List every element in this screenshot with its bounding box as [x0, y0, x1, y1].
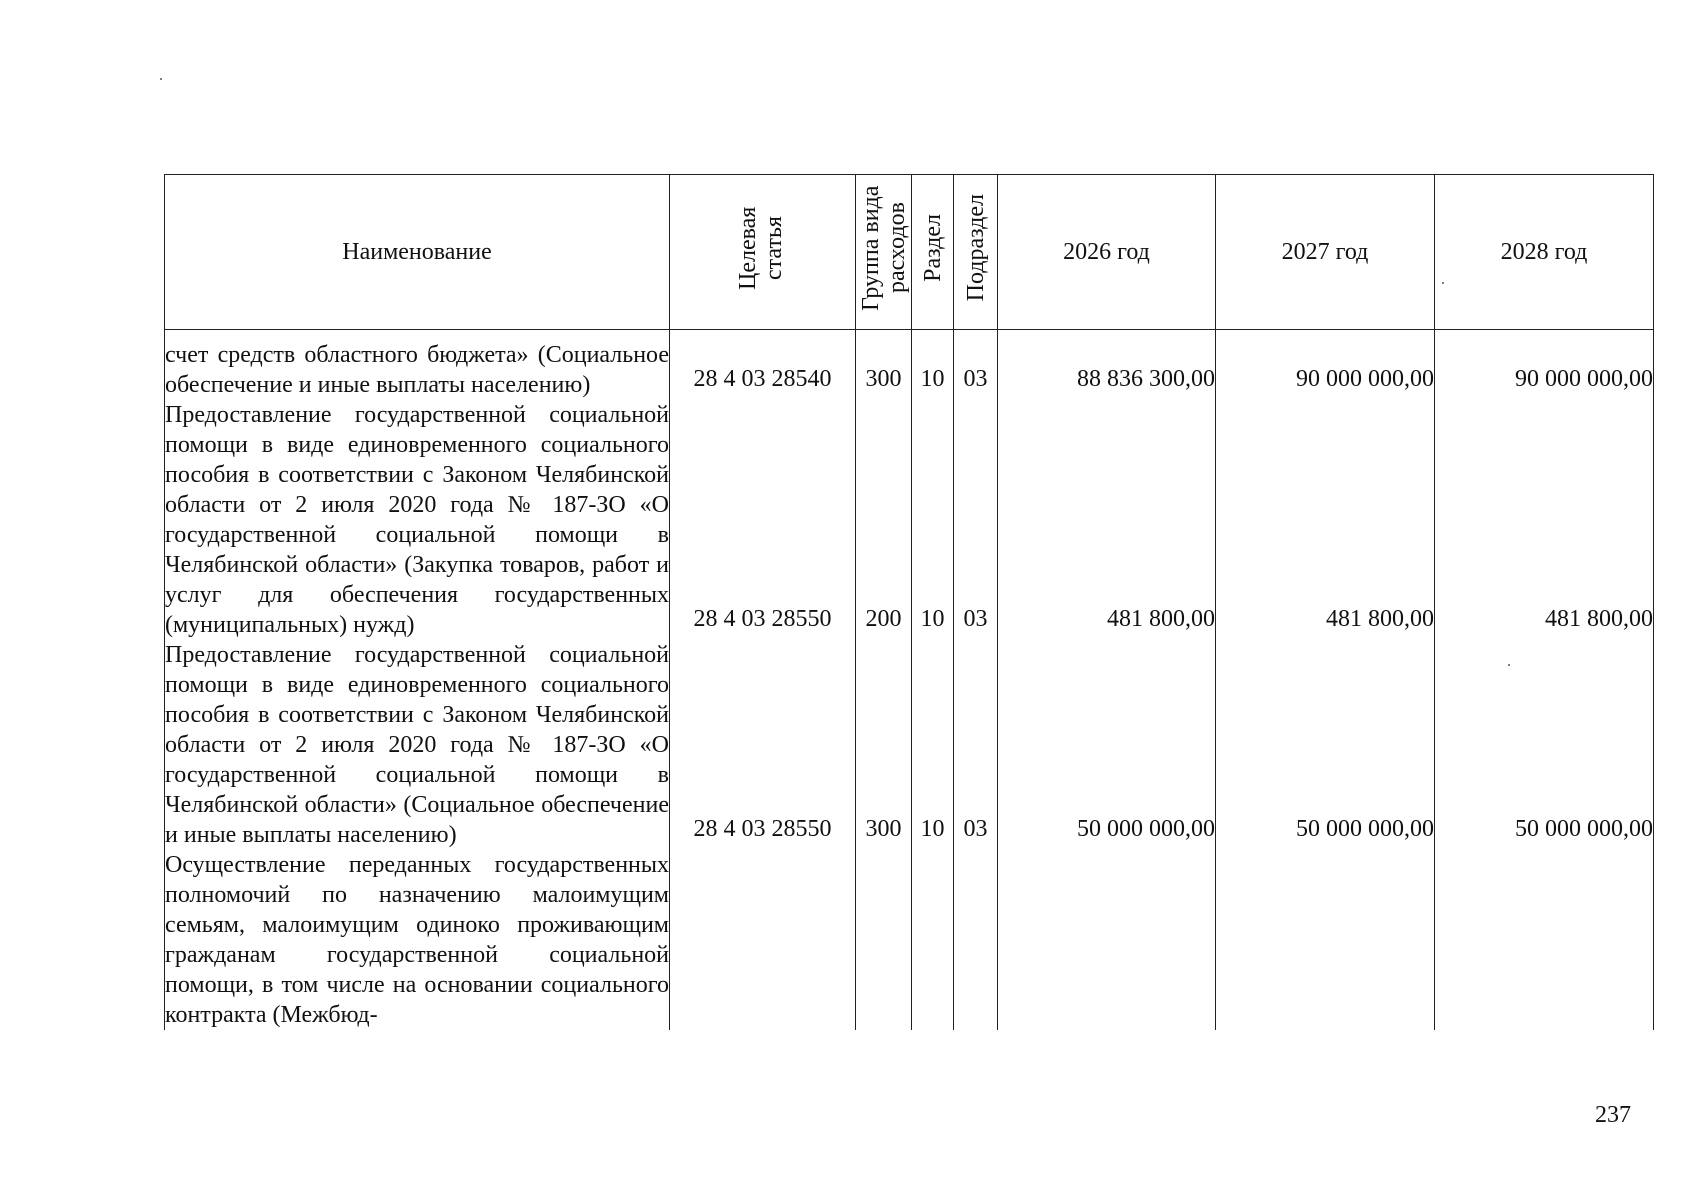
header-2028: 2028 год: [1435, 175, 1654, 330]
row-target-article: 28 4 03 28550: [670, 640, 856, 850]
header-subsection: Подраздел: [954, 175, 998, 330]
table-row: [165, 330, 1654, 401]
row-target-article: 28 4 03 28550: [670, 400, 856, 640]
header-target-article: Целевая статья: [670, 175, 856, 330]
budget-table: [164, 174, 1654, 1030]
header-expense-group: Группа вида расходов: [856, 175, 912, 330]
row-name: Предоставление государственной социальной помощи в виде единовременного социального пособия в соответствии с Законом Челябинской области от 2 июля 2020 года № 187-ЗО «О государственной социальной помощи в Челябинской области» (Закупка товаров, работ и услуг для обеспечения государственных (муниципальных) нужд): [165, 402, 669, 638]
row-name: Предоставление государственной социальной помощи в виде единовременного социального пособия в соответствии с Законом Челябинской области от 2 июля 2020 года № 187-ЗО «О государственной социальной помощи в Челябинской области» (Социальное обеспечение и иные выплаты населению): [165, 642, 669, 848]
row-section: 10: [912, 400, 954, 640]
row-subsection: 03: [954, 330, 998, 401]
row-2028: 90 000 000,00: [1435, 330, 1654, 401]
row-section: 10: [912, 330, 954, 401]
row-2027: [1216, 850, 1435, 1030]
header-2027: 2027 год: [1216, 175, 1435, 330]
row-2028: 481 800,00: [1435, 400, 1654, 640]
row-2026: 50 000 000,00: [998, 640, 1216, 850]
row-2027: 90 000 000,00: [1216, 330, 1435, 401]
row-expense-group: 300: [856, 640, 912, 850]
row-target-article: [670, 850, 856, 1030]
header-section: Раздел: [912, 175, 954, 330]
row-name: счет средств областного бюджета» (Социальное обеспечение и иные выплаты населению): [165, 330, 670, 401]
row-section: 10: [912, 640, 954, 850]
header-name: Наименование: [165, 175, 670, 330]
row-expense-group: 200: [856, 400, 912, 640]
row-expense-group: 300: [856, 330, 912, 401]
row-expense-group: [856, 850, 912, 1030]
row-section: [912, 850, 954, 1030]
row-2026: 481 800,00: [998, 400, 1216, 640]
table-row: [165, 850, 1654, 1030]
row-subsection: [954, 850, 998, 1030]
row-2027: 50 000 000,00: [1216, 640, 1435, 850]
row-2028: [1435, 850, 1654, 1030]
table-header-row: [165, 175, 1654, 330]
row-target-article: 28 4 03 28540: [670, 330, 856, 401]
row-subsection: 03: [954, 640, 998, 850]
row-name: Осуществление переданных государственных полномочий по назначению малоимущим семьям, малоимущим одиноко проживающим гражданам государственной социальной помощи, в том числе на основании социального контракта (Межбюд-: [165, 852, 669, 1028]
row-subsection: 03: [954, 400, 998, 640]
scan-speck: [160, 78, 162, 80]
header-2026: 2026 год: [998, 175, 1216, 330]
row-2028: 50 000 000,00: [1435, 640, 1654, 850]
table-row: [165, 640, 1654, 850]
row-2027: 481 800,00: [1216, 400, 1435, 640]
row-2026: [998, 850, 1216, 1030]
page-number: 237: [1595, 1102, 1631, 1128]
row-2026: 88 836 300,00: [998, 330, 1216, 401]
table-row: [165, 400, 1654, 640]
